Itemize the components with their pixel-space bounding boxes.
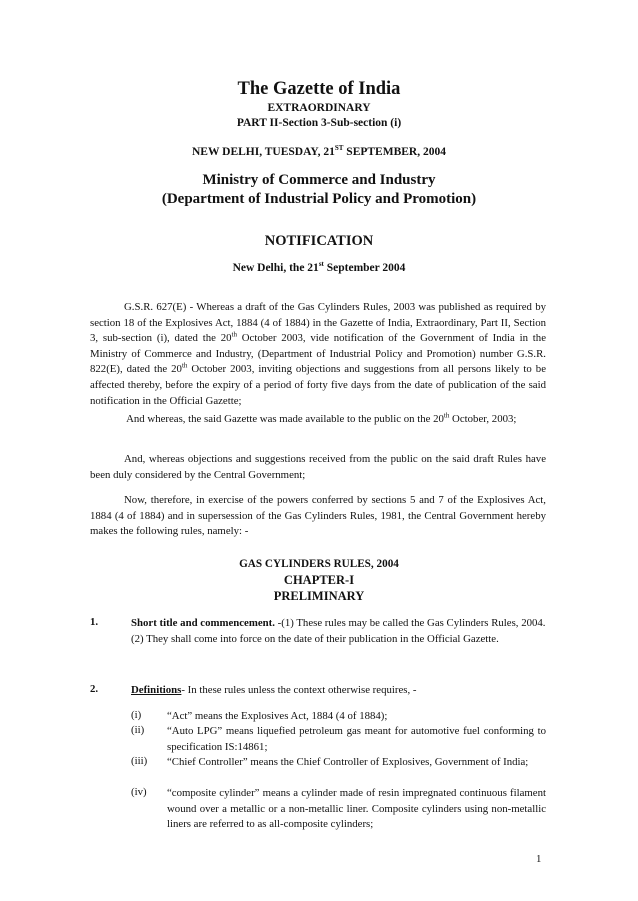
p1-sup-2: th [181, 361, 188, 370]
p1-sup-1: th [231, 330, 237, 339]
rules-title: GAS CYLINDERS RULES, 2004 [239, 558, 399, 570]
rule-1-body [131, 616, 546, 647]
definition-number: (iv) [131, 786, 147, 798]
chapter-heading: CHAPTER-I [283, 573, 355, 587]
definition-text: “composite cylinder” means a cylinder made of resin impregnated continuous filament wound over a metallic or a non-metallic liner. Composite cylinders using non-metallic liners are referred to as all-composite cylinders; [167, 787, 546, 831]
publication-date [0, 146, 638, 158]
paragraph-objections-considered [90, 452, 546, 483]
paragraph-whereas-draft [90, 300, 546, 409]
page-number: 1 [536, 853, 542, 865]
gazette-title: The Gazette of India [237, 79, 401, 99]
extraordinary-label: EXTRAORDINARY [267, 102, 371, 114]
p4-text: Now, therefore, in exercise of the powers conferred by sections 5 and 7 of the Explosives Act, 1884 (4 of 1884) and in supersession of the Gas Cylinders Rules, 1981, the Central Government hereby makes the following rules, namely: - [90, 494, 546, 538]
rule-2-number: 2. [90, 683, 99, 695]
rule-2-text: - In these rules unless the context otherwise requires, - [181, 684, 417, 696]
rule-1-number: 1. [90, 616, 99, 628]
place-prefix: New Delhi, the 21 [232, 262, 319, 274]
date-sup: ST [334, 144, 344, 153]
paragraph-gazette-available [90, 412, 546, 428]
definition-number: (iii) [131, 755, 148, 767]
date-suffix: SEPTEMBER, 2004 [343, 146, 446, 158]
rule-2-body [131, 683, 546, 699]
p2-text-b: October, 2003; [449, 413, 517, 425]
p3-text: And, whereas objections and suggestions received from the public on the said draft Rules have been duly considered by the Central Government; [90, 453, 546, 481]
definition-text: “Auto LPG” means liquefied petroleum gas meant for automotive fuel conforming to specification IS:14861; [167, 725, 546, 753]
p2-sup: th [443, 411, 450, 420]
ministry-title: Ministry of Commerce and Industry [202, 172, 436, 188]
definition-text: “Chief Controller” means the Chief Controller of Explosives, Government of India; [167, 756, 529, 768]
part-section-label: PART II-Section 3-Sub-section (i) [236, 117, 402, 129]
rule-2-heading: Definitions [131, 684, 182, 696]
p1-text-a: G.S.R. 627(E) - Whereas a draft of the Gas Cylinders Rules, 2003 was published as required by section 18 of the Explosives Act, 1884 (4 of 1884) in the Gazette of India, Extraordinary, Part II, Section 3, sub-section (i), dated the 20 [90, 301, 546, 345]
place-suffix: September 2004 [323, 262, 406, 274]
rule-1-heading: Short title and commencement. [131, 617, 275, 629]
date-prefix: NEW DELHI, TUESDAY, 21 [192, 146, 335, 158]
notification-place-date [0, 262, 638, 274]
definition-text: “Act” means the Explosives Act, 1884 (4 of 1884); [167, 710, 388, 722]
chapter-subtitle: PRELIMINARY [273, 589, 365, 603]
rule-1-text-b: (2) They shall come into force on the date of their publication in the Official Gazette. [131, 632, 499, 645]
paragraph-now-therefore [90, 493, 546, 540]
p1-text-b: October 2003, vide notification of the Government of India in the Ministry of Commerce and Industry, (Department of Industrial Policy and Promotion) number G.S.R. 822(E), dated the 20 [90, 332, 547, 376]
definition-number: (i) [131, 709, 142, 721]
p2-text-a: And whereas, the said Gazette was made available to the public on the 20 [124, 413, 444, 425]
definition-number: (ii) [131, 724, 145, 736]
notification-heading: NOTIFICATION [264, 233, 374, 249]
place-sup: st [318, 260, 324, 269]
rule-1-text-a: -(1) These rules may be called the Gas Cylinders Rules, 2004. [274, 617, 546, 629]
p1-text-c: October 2003, inviting objections and suggestions from all persons likely to be affected thereby, before the expiry of a period of forty five days from the date of publication of the said notification in the Official Gazette; [90, 363, 546, 407]
department-title: (Department of Industrial Policy and Promotion) [161, 191, 477, 207]
